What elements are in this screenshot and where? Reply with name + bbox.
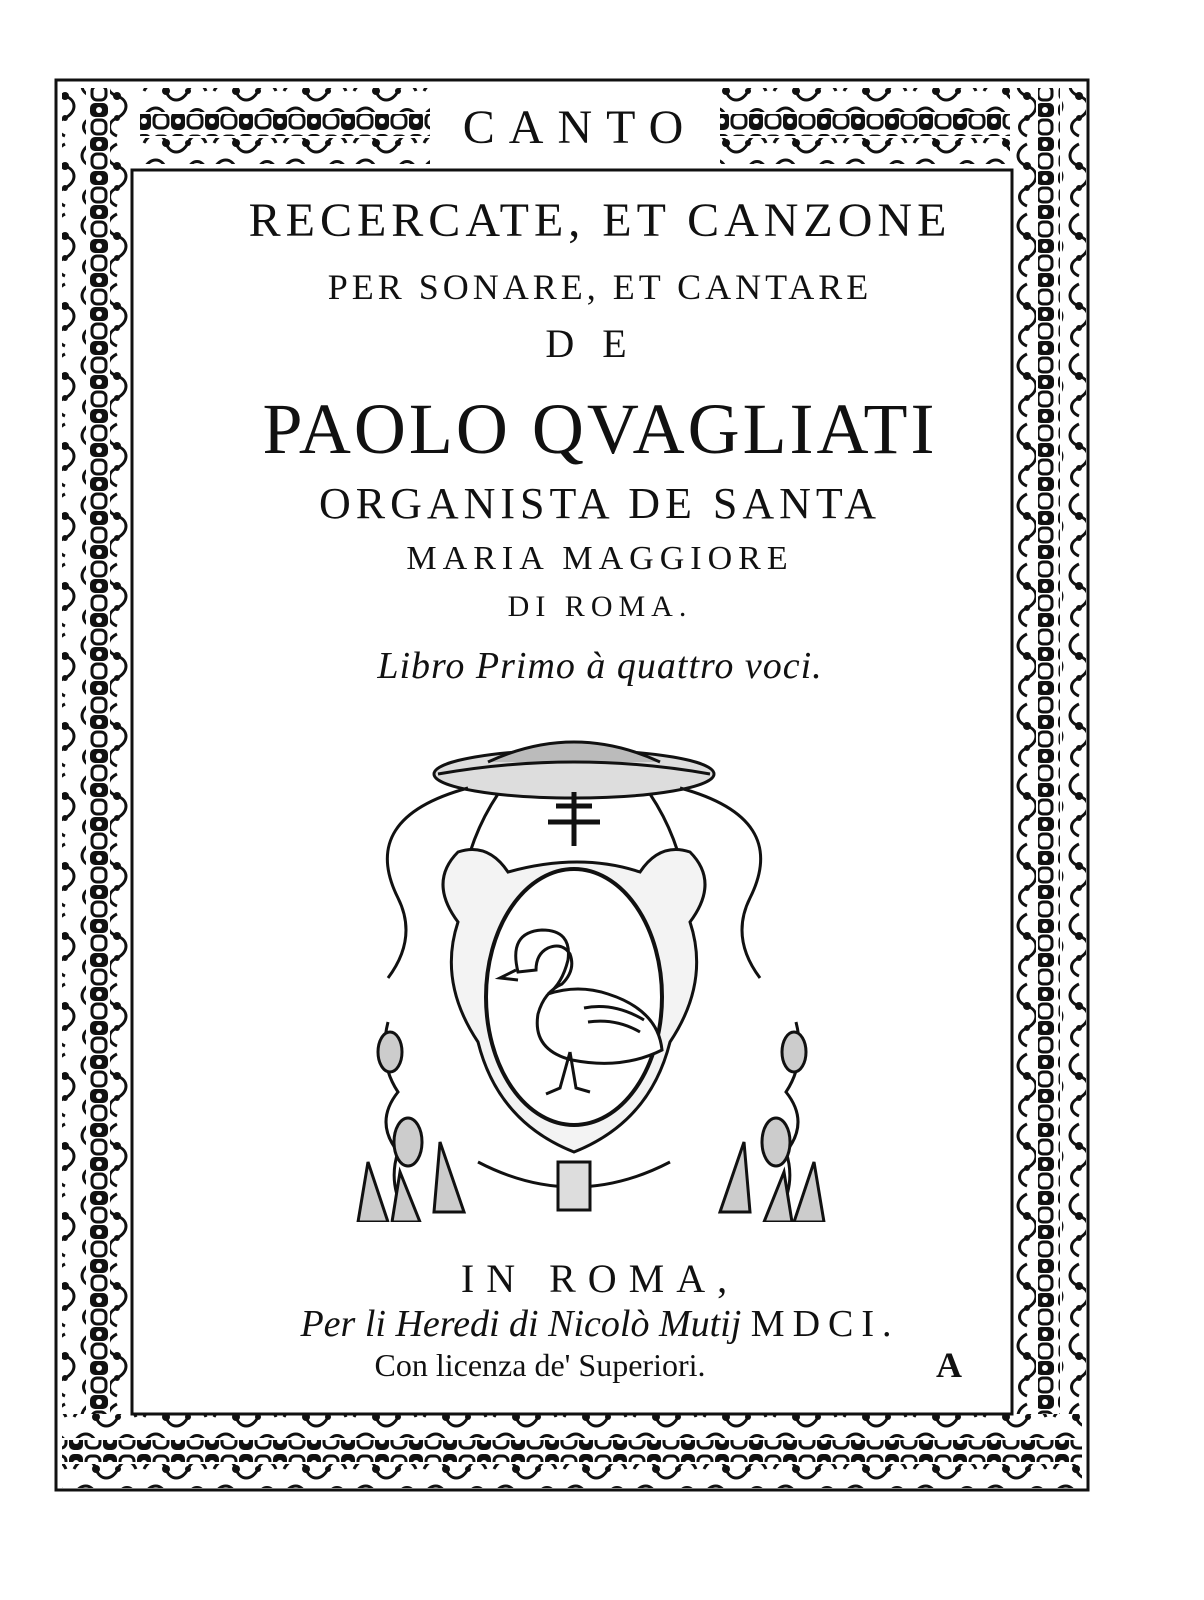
book-subtitle: Libro Primo à quattro voci.	[377, 645, 823, 687]
title-line-1: RECERCATE, ET CANZONE	[248, 194, 952, 247]
imprint-license: Con licenza de' Superiori.	[374, 1347, 706, 1383]
imprint-year: MDCI.	[750, 1303, 900, 1345]
title-line-3: DE	[545, 321, 655, 366]
author-name: PAOLO QVAGLIATI	[262, 389, 938, 469]
part-label: CANTO	[440, 98, 720, 158]
swan-coat-of-arms	[348, 722, 838, 1222]
author-role-1: ORGANISTA DE SANTA	[318, 479, 882, 528]
author-role-3: DI ROMA.	[507, 590, 693, 623]
imprint-printer: Per li Heredi di Nicolò Mutij	[300, 1303, 742, 1345]
author-role-2: MARIA MAGGIORE	[406, 540, 794, 577]
title-line-2: PER SONARE, ET CANTARE	[327, 267, 873, 307]
imprint-printer-line	[130, 1302, 1070, 1346]
imprint-city: IN ROMA,	[460, 1256, 740, 1301]
signature-mark: A	[936, 1345, 962, 1385]
